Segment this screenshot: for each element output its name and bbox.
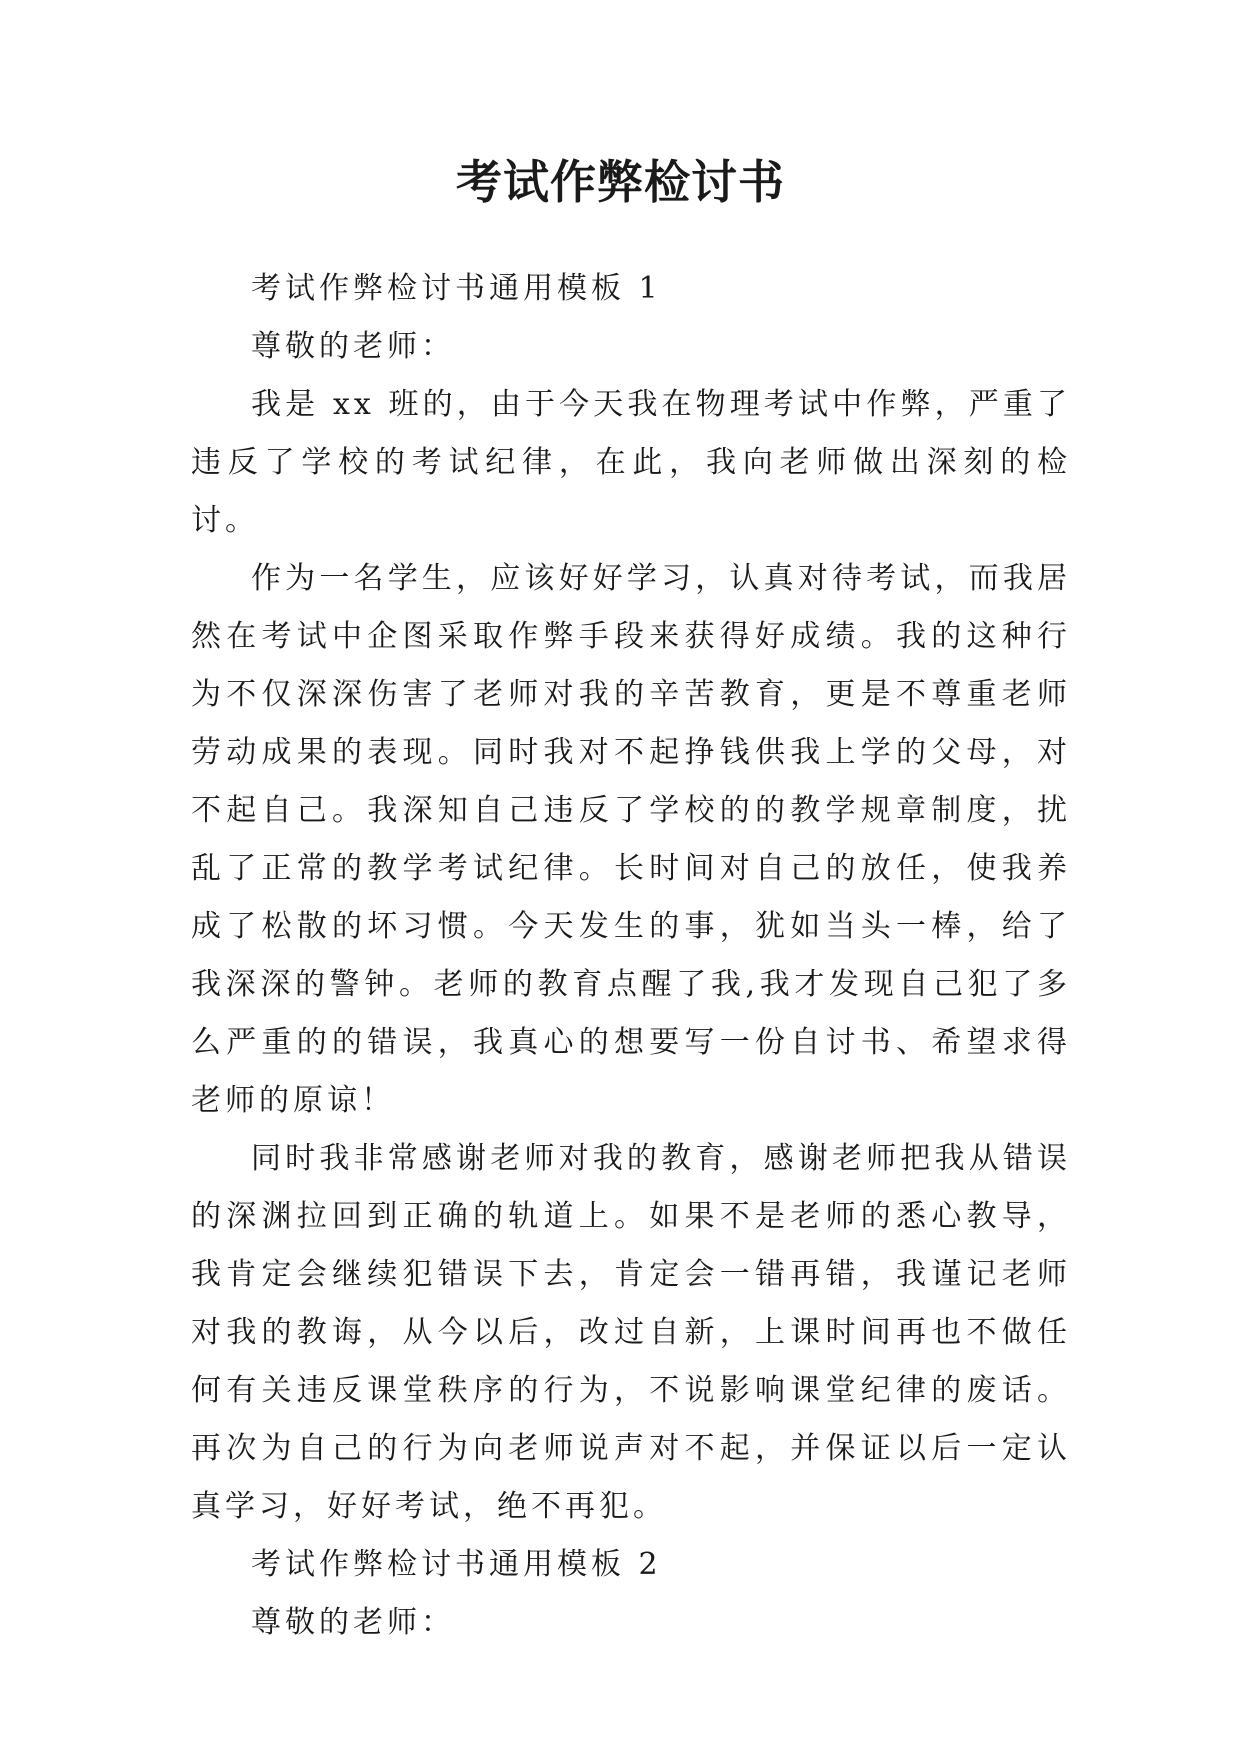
paragraph: 同时我非常感谢老师对我的教育，感谢老师把我从错误的深渊拉回到正确的轨道上。如果不是老师的悉心教导，我肯定会继续犯错误下去，肯定会一错再错，我谨记老师对我的教诲，从今以后，改过自新，上课时间再也不做任何有关违反课堂秩序的行为，不说影响课堂纪律的废话。再次为自己的行为向老师说声对不起，并保证以后一定认真学习，好好考试，绝不再犯。 — [191, 1141, 1071, 1524]
template-heading-2: 考试作弊检讨书通用模板 2 — [251, 1547, 662, 1582]
salutation-2: 尊敬的老师： — [251, 1605, 455, 1640]
paragraph: 我是 xx 班的，由于今天我在物理考试中作弊，严重了违反了学校的考试纪律，在此，我向老师做出深刻的检讨。 — [191, 387, 1071, 538]
salutation-1: 尊敬的老师： — [251, 329, 455, 364]
paragraph: 作为一名学生，应该好好学习，认真对待考试，而我居然在考试中企图采取作弊手段来获得好成绩。我的这种行为不仅深深伤害了老师对我的辛苦教育，更是不尊重老师劳动成果的表现。同时我对不起挣钱供我上学的父母，对不起自己。我深知自己违反了学校的的教学规章制度，扰乱了正常的教学考试纪律。长时间对自己的放任，使我养成了松散的坏习惯。今天发生的事，犹如当头一棒，给了我深深的警钟。老师的教育点醒了我,我才发现自己犯了多么严重的的错误，我真心的想要写一份自讨书、希望求得老师的原谅！ — [191, 561, 1071, 1118]
document-body — [191, 260, 1071, 1652]
template-heading-1: 考试作弊检讨书通用模板 1 — [251, 271, 662, 306]
document-title: 考试作弊检讨书 — [456, 155, 785, 209]
